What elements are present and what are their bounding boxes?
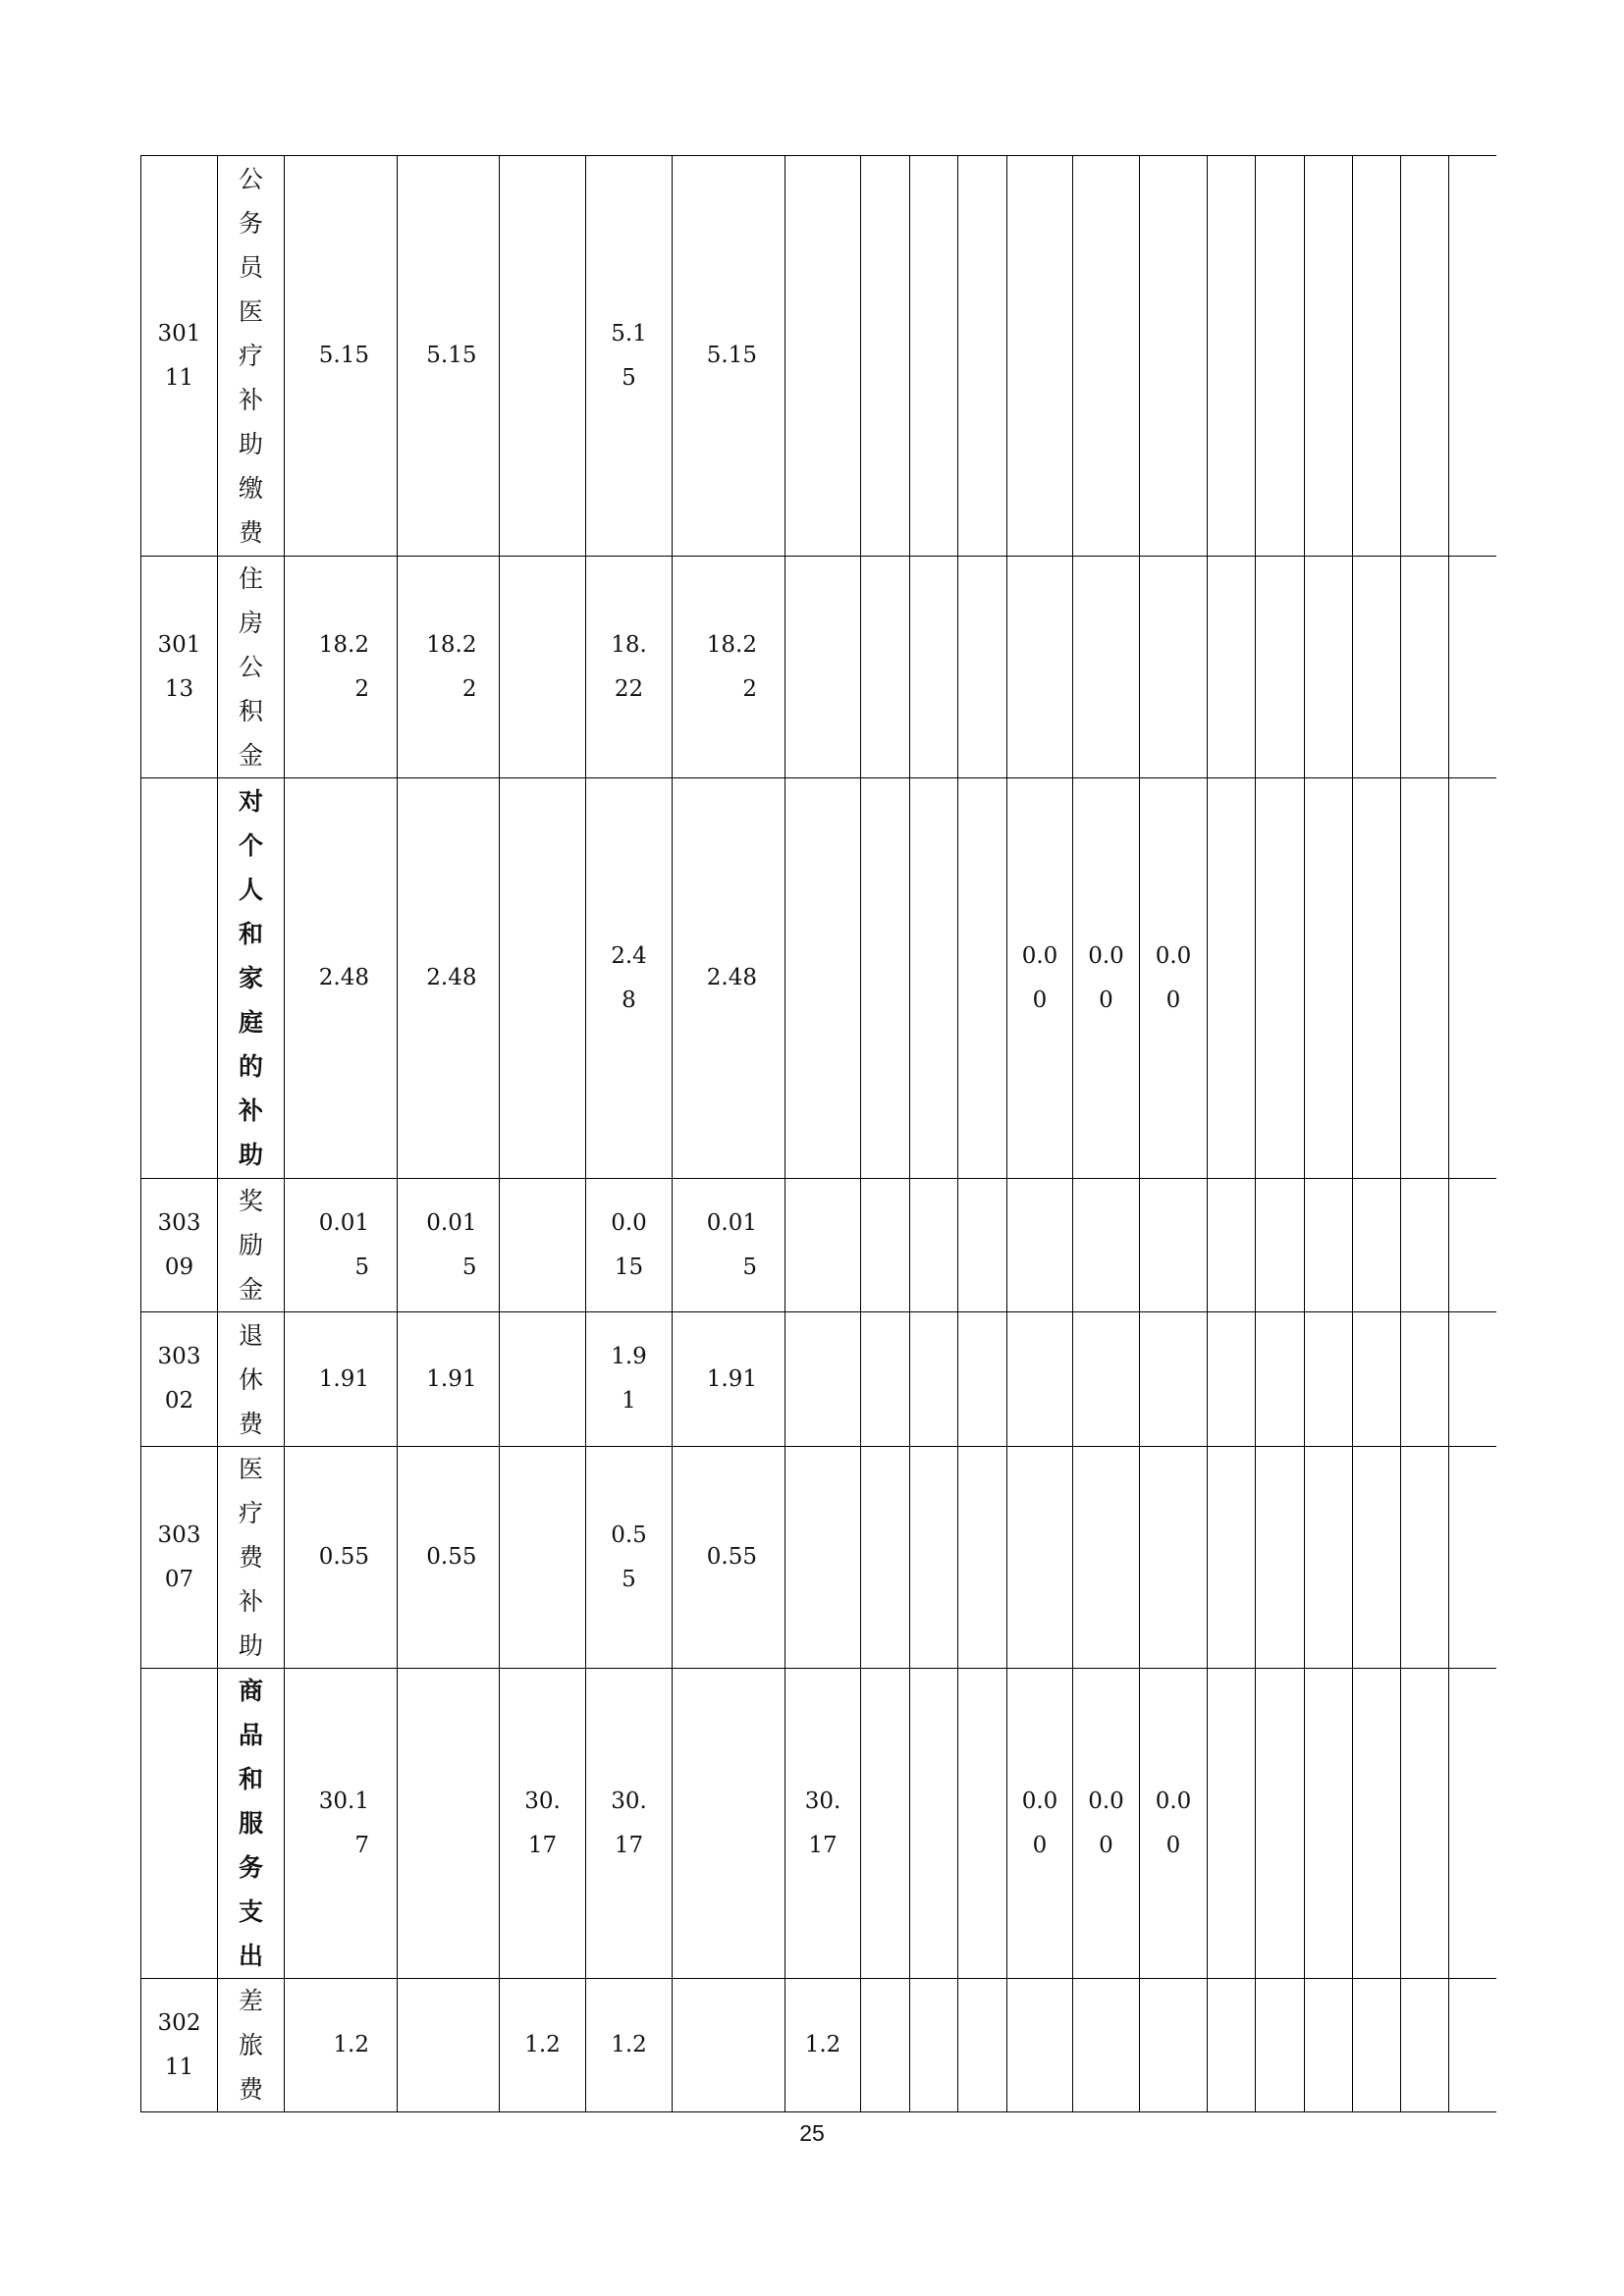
cell-fiscal-total-text: 18.22: [611, 631, 647, 702]
cell-empty: [1256, 1179, 1305, 1312]
cell-empty: [910, 1669, 958, 1979]
cell-empty: [1401, 1669, 1449, 1979]
cell-fiscal-total-text: 1.2: [611, 2032, 647, 2057]
cell-other-1: [1007, 557, 1073, 778]
cell-basic: [398, 1669, 500, 1979]
cell-other-3: [1140, 1979, 1208, 2112]
cell-fiscal-total: [586, 1447, 673, 1669]
cell-empty: [1449, 1312, 1496, 1447]
cell-name-text: 商品和服务支出: [238, 1677, 263, 1970]
cell-empty: [1353, 1979, 1401, 2112]
cell-empty: [1256, 1669, 1305, 1979]
cell-other-1: [1007, 1447, 1073, 1669]
table-row: [141, 1669, 1496, 1979]
cell-fiscal-basic-text: 1.91: [706, 1365, 757, 1392]
cell-empty: [861, 1312, 910, 1447]
cell-project: [500, 1179, 586, 1312]
cell-project: [500, 156, 586, 557]
cell-basic-text: 0.015: [426, 1209, 477, 1280]
table-row: [141, 1312, 1496, 1447]
cell-empty: [958, 557, 1007, 778]
cell-other-1: [1007, 156, 1073, 557]
cell-basic: [398, 156, 500, 557]
cell-empty: [910, 778, 958, 1179]
cell-basic: [398, 778, 500, 1179]
cell-empty: [1256, 1447, 1305, 1669]
cell-empty: [1305, 1179, 1353, 1312]
cell-total-text: 0.015: [318, 1209, 369, 1280]
cell-code-text: 30211: [157, 2009, 201, 2080]
cell-empty: [1305, 778, 1353, 1179]
cell-other-2: [1073, 778, 1140, 1179]
cell-empty: [910, 557, 958, 778]
table-body: [141, 156, 1496, 2112]
cell-fiscal-total-text: 1.91: [611, 1344, 647, 1414]
cell-empty: [910, 156, 958, 557]
cell-empty: [910, 1979, 958, 2112]
page-number: 25: [799, 2120, 825, 2146]
cell-fiscal-basic: [673, 1179, 785, 1312]
cell-empty: [958, 1312, 1007, 1447]
cell-empty: [1353, 156, 1401, 557]
cell-code-text: 30309: [157, 1209, 201, 1280]
cell-code: [141, 1669, 218, 1979]
cell-fiscal-total: [586, 1669, 673, 1979]
cell-fiscal-project: [785, 1447, 861, 1669]
cell-fiscal-project: [785, 1669, 861, 1979]
cell-other-3: [1140, 1179, 1208, 1312]
cell-empty: [958, 1669, 1007, 1979]
cell-fiscal-basic: [673, 1979, 785, 2112]
cell-total: [285, 1312, 398, 1447]
cell-basic-text: 2.48: [426, 965, 477, 990]
cell-empty: [1256, 156, 1305, 557]
cell-code: [141, 1179, 218, 1312]
cell-empty: [1449, 557, 1496, 778]
cell-basic-text: 18.22: [426, 631, 477, 702]
table-row: [141, 557, 1496, 778]
cell-fiscal-project: [785, 1312, 861, 1447]
cell-empty: [910, 1447, 958, 1669]
cell-project: [500, 1669, 586, 1979]
cell-total-text: 1.91: [318, 1365, 369, 1392]
cell-empty: [1208, 778, 1256, 1179]
cell-empty: [861, 1179, 910, 1312]
cell-empty: [958, 1179, 1007, 1312]
cell-fiscal-project: [785, 156, 861, 557]
cell-fiscal-total: [586, 156, 673, 557]
cell-empty: [1449, 1669, 1496, 1979]
cell-other-2: [1073, 1669, 1140, 1979]
cell-total: [285, 1669, 398, 1979]
cell-code: [141, 1447, 218, 1669]
cell-other-1: [1007, 1179, 1073, 1312]
cell-code: [141, 557, 218, 778]
cell-empty: [1208, 557, 1256, 778]
cell-empty: [1449, 1447, 1496, 1669]
cell-other-3: [1140, 1312, 1208, 1447]
cell-other-2: [1073, 1979, 1140, 2112]
cell-total: [285, 1979, 398, 2112]
cell-code: [141, 1312, 218, 1447]
cell-fiscal-project: [785, 778, 861, 1179]
cell-other-2: [1073, 1447, 1140, 1669]
cell-empty: [1256, 1979, 1305, 2112]
cell-other-1: [1007, 1979, 1073, 2112]
cell-fiscal-basic-text: 2.48: [706, 965, 757, 990]
cell-other-2: [1073, 156, 1140, 557]
cell-empty: [1401, 1312, 1449, 1447]
cell-fiscal-total: [586, 1979, 673, 2112]
cell-code-text: 30111: [157, 320, 201, 391]
cell-empty: [861, 1669, 910, 1979]
cell-project-text: 30.17: [524, 1788, 561, 1858]
cell-other-3: [1140, 156, 1208, 557]
cell-name-text: 住房公积金: [238, 564, 263, 770]
cell-project: [500, 1447, 586, 1669]
cell-empty: [1256, 778, 1305, 1179]
cell-total-text: 5.15: [318, 343, 369, 368]
cell-fiscal-project: [785, 1179, 861, 1312]
cell-other-2-text: 0.00: [1088, 942, 1124, 1013]
cell-basic: [398, 1979, 500, 2112]
cell-fiscal-total-text: 2.48: [611, 942, 647, 1013]
cell-empty: [958, 156, 1007, 557]
cell-basic-text: 0.55: [426, 1544, 477, 1570]
table-row: [141, 1179, 1496, 1312]
cell-fiscal-total-text: 0.55: [611, 1522, 647, 1592]
cell-other-3-text: 0.00: [1155, 942, 1192, 1013]
cell-fiscal-project: [785, 1979, 861, 2112]
cell-empty: [1353, 1312, 1401, 1447]
cell-project: [500, 557, 586, 778]
cell-empty: [1305, 1447, 1353, 1669]
cell-empty: [1353, 778, 1401, 1179]
cell-fiscal-total: [586, 557, 673, 778]
cell-fiscal-total-text: 30.17: [611, 1788, 647, 1858]
cell-empty: [861, 1979, 910, 2112]
cell-other-2: [1073, 557, 1140, 778]
cell-total: [285, 778, 398, 1179]
cell-other-3: [1140, 557, 1208, 778]
table-row: [141, 1447, 1496, 1669]
cell-code: [141, 778, 218, 1179]
cell-empty: [1305, 1312, 1353, 1447]
cell-total-text: 1.2: [333, 2032, 369, 2057]
cell-other-3: [1140, 778, 1208, 1179]
cell-empty: [1401, 1447, 1449, 1669]
cell-code: [141, 1979, 218, 2112]
cell-total: [285, 156, 398, 557]
cell-other-1: [1007, 778, 1073, 1179]
cell-other-1: [1007, 1312, 1073, 1447]
cell-empty: [1401, 778, 1449, 1179]
cell-other-3: [1140, 1447, 1208, 1669]
cell-fiscal-basic-text: 5.15: [706, 343, 757, 368]
cell-fiscal-basic: [673, 778, 785, 1179]
cell-empty: [1353, 1447, 1401, 1669]
cell-name: [218, 1312, 285, 1447]
cell-empty: [1401, 1179, 1449, 1312]
cell-empty: [1256, 557, 1305, 778]
cell-empty: [1208, 1447, 1256, 1669]
cell-other-2-text: 0.00: [1088, 1788, 1124, 1858]
cell-empty: [1401, 1979, 1449, 2112]
cell-name-text: 退休费: [238, 1320, 263, 1438]
cell-total-text: 0.55: [318, 1544, 369, 1570]
cell-fiscal-basic: [673, 1669, 785, 1979]
cell-fiscal-basic: [673, 1447, 785, 1669]
cell-basic: [398, 557, 500, 778]
cell-empty: [1305, 156, 1353, 557]
cell-code-text: 30113: [157, 631, 201, 702]
cell-empty: [1353, 557, 1401, 778]
cell-empty: [1208, 1669, 1256, 1979]
cell-basic-text: 5.15: [426, 343, 477, 368]
cell-empty: [1305, 1669, 1353, 1979]
cell-empty: [910, 1179, 958, 1312]
table-row: [141, 1979, 1496, 2112]
cell-fiscal-basic-text: 0.55: [706, 1544, 757, 1570]
cell-other-2: [1073, 1179, 1140, 1312]
cell-name: [218, 1669, 285, 1979]
cell-empty: [861, 1447, 910, 1669]
cell-other-1: [1007, 1669, 1073, 1979]
cell-fiscal-total: [586, 1179, 673, 1312]
cell-empty: [910, 1312, 958, 1447]
cell-other-2: [1073, 1312, 1140, 1447]
budget-table: [140, 155, 1496, 2112]
cell-empty: [1449, 1179, 1496, 1312]
cell-fiscal-basic-text: 18.22: [706, 631, 757, 702]
cell-name: [218, 778, 285, 1179]
cell-name: [218, 557, 285, 778]
cell-fiscal-project-text: 30.17: [804, 1788, 841, 1858]
cell-name: [218, 156, 285, 557]
cell-empty: [958, 778, 1007, 1179]
cell-fiscal-total: [586, 1312, 673, 1447]
table-row: [141, 156, 1496, 557]
cell-other-3-text: 0.00: [1155, 1788, 1192, 1858]
cell-empty: [1208, 1979, 1256, 2112]
cell-total: [285, 1179, 398, 1312]
cell-name-text: 公务员医疗补助缴费: [238, 165, 263, 547]
cell-name-text: 差旅费: [238, 1987, 263, 2104]
cell-name: [218, 1979, 285, 2112]
cell-empty: [861, 557, 910, 778]
cell-fiscal-basic: [673, 156, 785, 557]
cell-basic: [398, 1447, 500, 1669]
cell-empty: [1305, 557, 1353, 778]
cell-fiscal-total-text: 0.015: [611, 1209, 647, 1280]
cell-total-text: 30.17: [318, 1788, 369, 1858]
cell-other-3: [1140, 1669, 1208, 1979]
cell-project: [500, 1979, 586, 2112]
cell-empty: [1449, 778, 1496, 1179]
cell-name-text: 对个人和家庭的补助: [238, 787, 263, 1169]
cell-project: [500, 778, 586, 1179]
cell-fiscal-basic: [673, 1312, 785, 1447]
cell-name: [218, 1179, 285, 1312]
cell-empty: [1256, 1312, 1305, 1447]
cell-empty: [1449, 1979, 1496, 2112]
cell-other-1-text: 0.00: [1021, 942, 1058, 1013]
cell-empty: [958, 1447, 1007, 1669]
cell-fiscal-basic: [673, 557, 785, 778]
cell-code: [141, 156, 218, 557]
cell-empty: [1401, 557, 1449, 778]
cell-basic: [398, 1312, 500, 1447]
cell-empty: [958, 1979, 1007, 2112]
cell-empty: [1353, 1179, 1401, 1312]
cell-empty: [1449, 156, 1496, 557]
cell-project-text: 1.2: [524, 2032, 561, 2057]
cell-empty: [1208, 156, 1256, 557]
table-row: [141, 778, 1496, 1179]
cell-project: [500, 1312, 586, 1447]
cell-empty: [861, 156, 910, 557]
cell-fiscal-total-text: 5.15: [611, 320, 647, 391]
cell-empty: [1305, 1979, 1353, 2112]
cell-name-text: 医疗费补助: [238, 1455, 263, 1660]
cell-other-1-text: 0.00: [1021, 1788, 1058, 1858]
cell-fiscal-total: [586, 778, 673, 1179]
cell-fiscal-basic-text: 0.015: [706, 1209, 757, 1280]
cell-basic-text: 1.91: [426, 1365, 477, 1392]
cell-empty: [861, 778, 910, 1179]
cell-total: [285, 557, 398, 778]
cell-basic: [398, 1179, 500, 1312]
cell-empty: [1353, 1669, 1401, 1979]
cell-fiscal-project-text: 1.2: [804, 2032, 841, 2057]
cell-total-text: 2.48: [318, 965, 369, 990]
cell-name: [218, 1447, 285, 1669]
cell-fiscal-project: [785, 557, 861, 778]
cell-empty: [1208, 1179, 1256, 1312]
cell-empty: [1208, 1312, 1256, 1447]
cell-total: [285, 1447, 398, 1669]
cell-code-text: 30307: [157, 1522, 201, 1592]
cell-empty: [1401, 156, 1449, 557]
cell-name-text: 奖励金: [238, 1187, 263, 1304]
cell-total-text: 18.22: [318, 631, 369, 702]
cell-code-text: 30302: [157, 1344, 201, 1414]
